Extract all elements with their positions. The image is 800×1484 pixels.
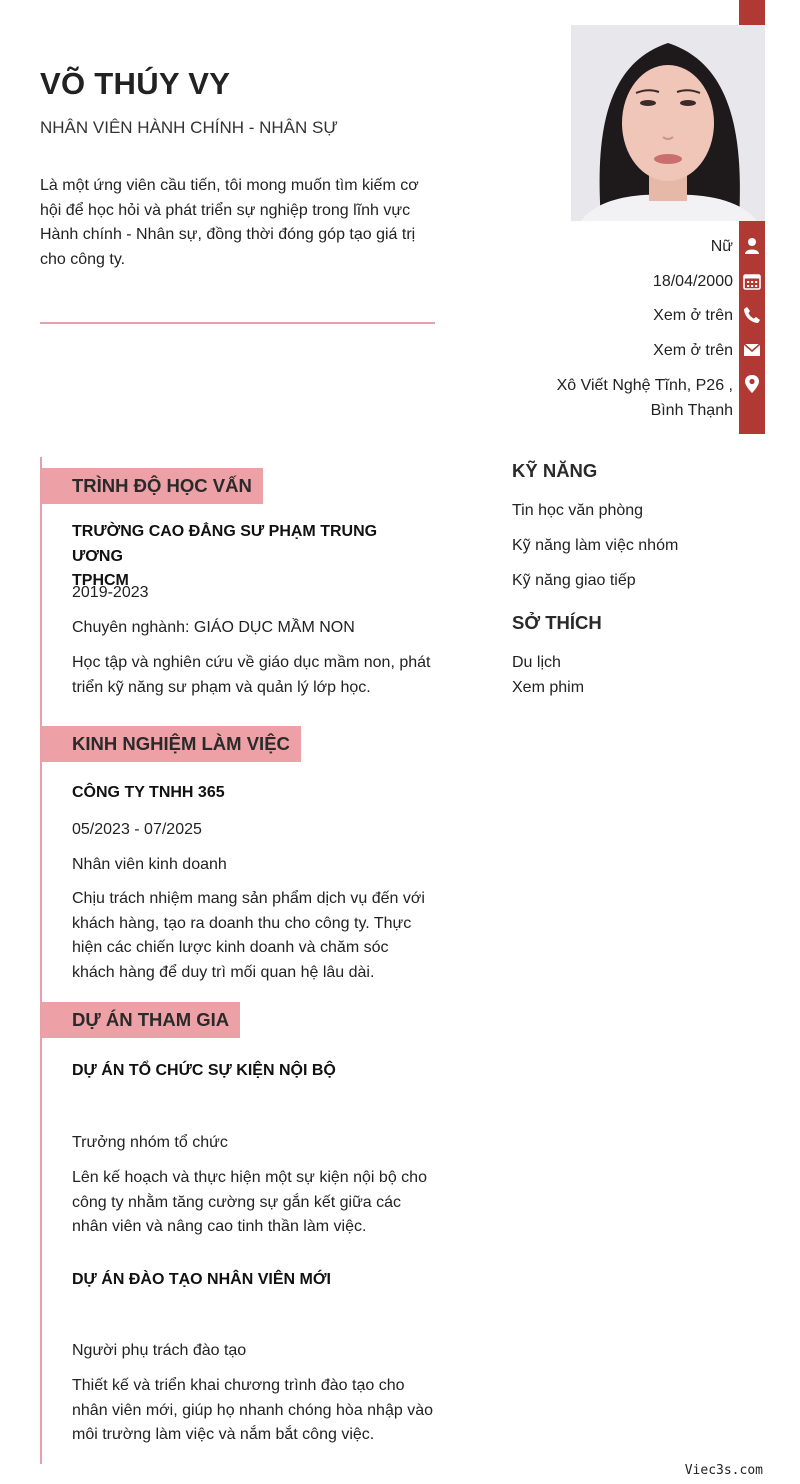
skill-item: Kỹ năng làm việc nhóm: [512, 537, 679, 554]
skills-heading: KỸ NĂNG: [512, 460, 598, 481]
address-line-1: Xô Viết Nghệ Tĩnh, P26 ,: [556, 377, 733, 394]
project-title: DỰ ÁN TỔ CHỨC SỰ KIỆN NỘI BỘ: [72, 1062, 336, 1079]
profile-photo: [571, 25, 765, 221]
section-heading-education: TRÌNH ĐỘ HỌC VẤN: [42, 468, 263, 504]
person-icon: [743, 237, 761, 255]
birthday: 18/04/2000: [652, 273, 733, 290]
career-summary: Là một ứng viên cầu tiến, tôi mong muốn tìm kiếm cơ hội để học hỏi và phát triển sự nghiệp trong lĩnh vực Hành chính - Nhân sự, đồng thời đóng góp tạo giá trị cho công ty.: [40, 177, 419, 269]
experience-period: 05/2023 - 07/2025: [72, 821, 202, 838]
project-role: Trưởng nhóm tổ chức: [72, 1134, 228, 1151]
project-description: Lên kế hoạch và thực hiện một sự kiện nội bộ cho công ty nhằm tăng cường sự gắn kết giữa các nhân viên và nâng cao tinh thần làm việc.: [72, 1169, 427, 1236]
experience-description: Chịu trách nhiệm mang sản phẩm dịch vụ đến với khách hàng, tạo ra doanh thu cho công ty. Thực hiện các chiến lược kinh doanh và chăm sóc khách hàng để duy trì mối quan hệ lâu dài.: [72, 890, 425, 981]
skill-item: Tin học văn phòng: [512, 502, 644, 519]
location-pin-icon: [743, 374, 761, 392]
project-title: DỰ ÁN ĐÀO TẠO NHÂN VIÊN MỚI: [72, 1271, 331, 1288]
hobby-item: Xem phim: [512, 679, 585, 696]
school-name-line-1: TRƯỜNG CAO ĐẲNG SƯ PHẠM TRUNG ƯƠNG: [72, 523, 378, 565]
address-line-2: Bình Thạnh: [650, 401, 733, 419]
address: [557, 374, 733, 423]
project-description: Thiết kế và triển khai chương trình đào tạo cho nhân viên mới, giúp họ nhanh chóng hòa nhập vào môi trường làm việc và nắm bắt công việc.: [72, 1377, 433, 1444]
education-description: Học tập và nghiên cứu về giáo dục mầm non, phát triển kỹ năng sư phạm và quản lý lớp học.: [72, 654, 431, 696]
email: Xem ở trên: [653, 342, 733, 359]
education-period: 2019-2023: [72, 584, 149, 601]
candidate-name: VÕ THÚY VY: [40, 66, 231, 101]
project-role: Người phụ trách đào tạo: [72, 1342, 247, 1359]
school-name-line-2: TPHCM: [72, 572, 129, 589]
skill-item: Kỹ năng giao tiếp: [512, 572, 636, 589]
section-heading-projects: DỰ ÁN THAM GIA: [42, 1002, 240, 1038]
experience-position: Nhân viên kinh doanh: [72, 856, 227, 873]
watermark: Viec3s.com: [684, 1463, 763, 1478]
section-heading-experience: KINH NGHIỆM LÀM VIỆC: [42, 726, 301, 762]
company-name: CÔNG TY TNHH 365: [72, 784, 225, 801]
job-title: NHÂN VIÊN HÀNH CHÍNH - NHÂN SỰ: [40, 118, 338, 137]
header-divider: [40, 322, 435, 324]
education-major: Chuyên nghành: GIÁO DỤC MẦM NON: [72, 619, 355, 636]
calendar-icon: [743, 272, 761, 290]
mail-icon: [743, 341, 761, 359]
accent-strip-top: [739, 0, 765, 25]
phone: Xem ở trên: [653, 307, 733, 324]
hobby-item: Du lịch: [512, 654, 561, 671]
timeline-line: [40, 457, 42, 1464]
hobbies-heading: SỞ THÍCH: [512, 612, 602, 633]
gender: Nữ: [710, 238, 733, 255]
phone-icon: [743, 306, 761, 324]
